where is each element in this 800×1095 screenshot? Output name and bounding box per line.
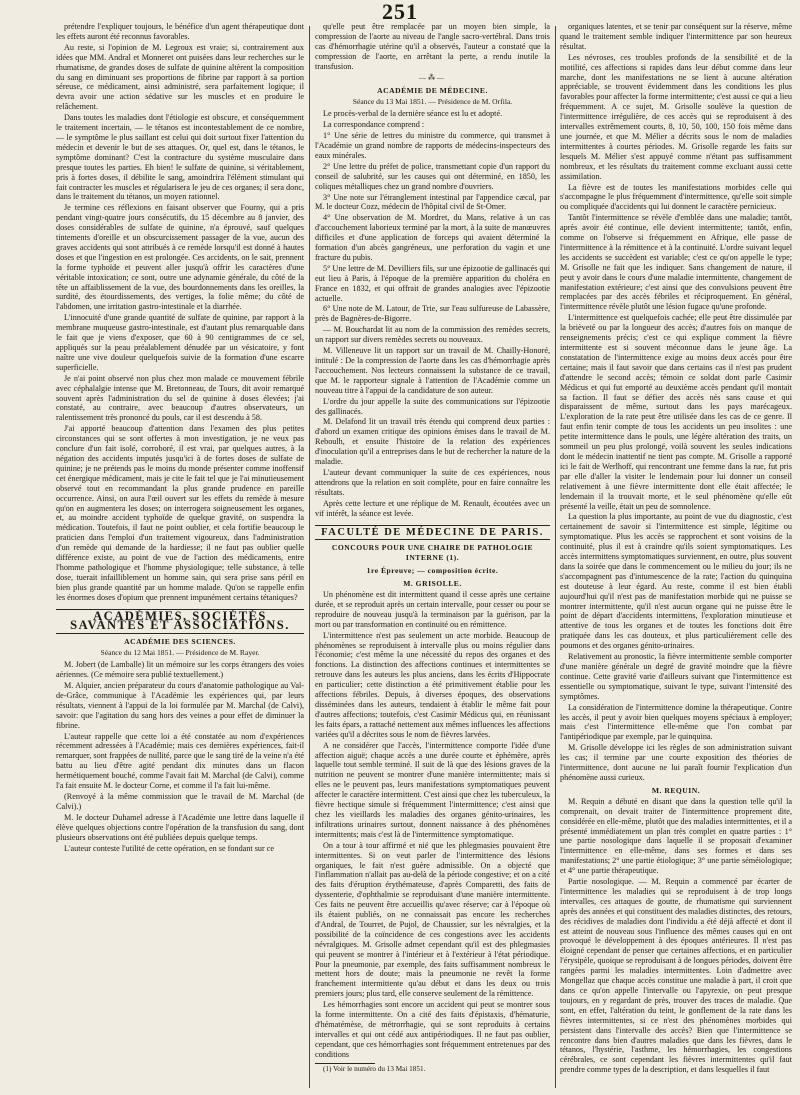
paragraph: M. Requin a débuté en disant que dans la question telle qu'il la comprenait, on devait traiter de l'intermittence proprement dite, considérée en elle-même, plutôt que des maladies intermittentes, et il a présenté immédiatement un plan très complet en quatre parties : 1° une partie nosologique dans laquelle il se proposait d'examiner l'intermittence en elle-même, dans ses formes et dans ses manifestations; 2° une partie étiologique; 3° une partie séméiologique; et 4° une partie thérapeutique. <box>560 796 792 876</box>
paragraph: 2° Une lettre du préfet de police, transmettant copie d'un rapport du conseil de salubrité, sur les causes qui ont déterminé, en 1850, les coliques métalliques chez un grand nombre d'ouvriers. <box>315 161 550 191</box>
subheading: 1re Épreuve; — composition écrite. <box>366 566 499 576</box>
subheading: ACADÉMIE DE MÉDECINE. <box>377 86 488 96</box>
paragraph: 1° Une série de lettres du ministre du commerce, qui transmet à l'Académie un grand nombre de rapports de médecins-inspecteurs des eaux minérales. <box>315 131 550 160</box>
paragraph: 4° Une observation de M. Mordret, du Mans, relative à un cas d'accouchement laborieux terminé par la mort, à la suite de manœuvres difficiles et d'une application de forceps qui avaient déterminé la formation d'un abcès gangréneux, une perforation du vagin et une fracture du pubis. <box>315 213 550 262</box>
paragraph: Au reste, si l'opinion de M. Legroux est vraie; si, contrairement aux idées que MM. Andral et Monneret ont puisées dans leur recherches sur le rhumatisme, de grandes doses de sulfate de quinine altèrent la composition du sang en diminuant ses proportions de fibrine par rapport à sa portion séreuse, ce médicament, ainsi administré, sera parfaitement logique; il devra avoir une action sédative sur les muscles et en produire le relâchement. <box>56 42 304 112</box>
paragraph: (Renvoyé à la même commission que le travail de M. Marchal (de Calvi).) <box>56 791 304 811</box>
paragraph: Je n'ai point observé non plus chez mon malade ce mouvement fébrile avec céphalalgie intense que M. Bretonneau, de Tours, dit avoir remarqué souvent après l'administration du sel de quinine à doses élevées; j'ai constaté, au contraire, avec beaucoup d'autres observateurs, un ralentissement très prononcé du pouls, car il est descendu à 58. <box>56 373 304 423</box>
column-divider <box>555 26 556 1088</box>
paragraph: Les hémorrhagies sont encore un accident qui peut se montrer sous la forme intermittente. On a cité des faits d'épistaxis, d'hématurie, d'hématémèse, de métrorrhagie, qui se sont reproduits à certains intervalles et qui ont cédé aux antipériodiques. Il ne faut pas oublier, cependant, que ces hémorrhagies sont fréquemment entretenues par des conditions <box>315 1000 550 1059</box>
column-left <box>56 22 304 1090</box>
paragraph: La fièvre est de toutes les manifestations morbides celle qui s'accompagne le plus fréquemment d'intermittence, qu'elle soit simple ou compliquée d'accidents qui lui donnent le caractère pernicieux. <box>560 182 792 212</box>
section-title: ACADÉMIES, SOCIÉTÉS SAVANTES ET ASSOCIATIONS. <box>56 609 304 635</box>
paragraph: Partie nosologique. — M. Requin a commencé par écarter de l'intermittence les maladies qui se reproduisent à de trop longs intervalles, ces attaques de goutte, de rhumatisme qui surviennent après des années et qui constituent des maladies distinctes, des retours, des récidives de maladies dont l'individu a été déjà affecté et dont il est atteint de nouveau sous l'influence des mêmes causes qui en ont provoqué le développement à des époques antérieures. Il n'est pas éloigné cependant de penser que certaines affections, et en particulier l'érysipèle, quoique se reproduisant à de longues périodes, doivent être rangées parmi les maladies intermittentes. Loin d'admettre avec Mongellaz que chaque accès constitue une maladie à part, il croit que dans ce qu'on appelle l'intervalle ou l'apyrexie, on peut presque toujours, en y regardant de près, trouver des traces de maladie. Que sont, en effet, l'altération du teint, le gonflement de la rate dans les fièvres intermittentes, si ce n'est des phénomènes morbides qui persistent dans l'intervalle des accès? Bien que l'intermittence se rencontre dans bien d'autres maladies que dans les fièvres, dans le tétanos, l'hystérie, l'asthme, les hémorrhagies, les congestions cérébrales, ce sont cependant les fièvres intermittentes qu'il faut prendre comme types de la description, et dans lesquelles il faut <box>560 877 792 1075</box>
session-info: Séance du 13 Mai 1851. — Présidence de M. Orfila. <box>352 97 513 107</box>
subheading: CONCOURS POUR UNE CHAIRE DE PATHOLOGIE INTERNE (1). <box>331 543 534 563</box>
paragraph: L'ordre du jour appelle la suite des communications sur l'épizootie des gallinacés. <box>315 396 550 416</box>
session-info: Séance du 12 Mai 1851. — Présidence de M. Rayer. <box>100 648 260 658</box>
paragraph: Le procès-verbal de la dernière séance est lu et adopté. <box>323 109 503 119</box>
paragraph: — M. Bouchardat lit au nom de la commission des remèdes secrets, un rapport sur divers remèdes secrets ou nouveaux. <box>315 325 550 345</box>
ornament-divider: —⁂— <box>419 73 446 82</box>
paragraph: La question la plus importante, au point de vue du diagnostic, c'est certainement de savoir si l'intermittence est simple, légitime ou symptomatique. Plus les accès se rapprochent et sont voisins de la continuité, plus il est à craindre qu'ils soient symptomatiques. Les accès intermittens symptomatiques surviennent, en outre, plus souvent dans la soirée que dans le commencement ou le milieu du jour; ils ne s'accompagnent pas d'intumescence de la rate; l'action du quinquina est douteuse à leur égard. Au reste, comme il est bien établi aujourd'hui qu'il n'est pas de manifestation morbide qui ne puisse se montrer intermittente, qu'il n'est aucun organe qui ne puisse être le point de départ d'accidents intermittens, l'exploration minutieuse et attentive de tous les organes et de toutes les fonctions doit être pratiquée dans les cas douteux, et plus particulièrement celle des poumons et des organes génito-urinaires. <box>560 512 792 651</box>
paragraph: 3° Une note sur l'étranglement intestinal par l'appendice cæcal, par M. le docteur Cozz, médecin de l'hôpital civil de St-Omer. <box>315 192 550 212</box>
paragraph: organiques latentes, et se tenir par conséquent sur la réserve, même quand le traitement semble indiquer l'intermittence par son heureux résultat. <box>560 22 792 51</box>
paragraph: Un phénomène est dit intermittent quand il cesse après une certaine durée, et se reproduit après un certain intervalle, pour cesser ou pour se reproduire de nouveau jusqu'à la terminaison par la guérison, par la mort ou par transformation en continuité ou en rémittence. <box>315 590 550 629</box>
paragraph: M. le docteur Duhamel adresse à l'Académie une lettre dans laquelle il élève quelques objections contre l'opération de la transfusion du sang, dont plusieurs observations ont été publiées depuis quelque temps. <box>56 812 304 842</box>
paragraph: A ne considérer que l'accès, l'intermittence comporte l'idée d'une affection aiguë; chaque accès a une durée courte et éphémère, après laquelle tout semble terminé. Il suit de là que des lésions graves de la nutrition ne peuvent se montrer d'une manière intermittente; mais si elles ne le peuvent pas, leurs manifestations symptomatiques peuvent affecter le caractère intermittent. C'est ainsi que chez les tuberculeux, la fièvre hectique simule si fréquemment l'intermittence; c'est ainsi que chez les vieillards les maladies des organes génito-urinaires, les infiltrations urinaires surtout, donnent naissance à des phénomènes intermittents; mais c'est là de l'intermittence symptomatique. <box>315 740 550 839</box>
paragraph: La considération de l'intermittence domine la thérapeutique. Contre les accès, il peut y avoir bien quelques moyens spéciaux à employer; mais c'est l'intermittence elle-même que l'on combat par l'antipériodique par exemple, par le quinquina. <box>560 702 792 742</box>
paragraph: M. Alquier, ancien préparateur du cours d'anatomie pathologique au Val-de-Grâce, communique à l'Académie les expériences qui, par leurs résultats, viennent à l'appui de la loi formulée par M. Marchal (de Calvi), savoir: que l'agitation du sang hors des veines a pour effet de diminuer la fibrine. <box>56 681 304 730</box>
paragraph: prétendre l'expliquer toujours, le bénéfice d'un agent thérapeutique dont les effets auront été reconnus favorables. <box>56 22 304 41</box>
section-title: FACULTÉ DE MÉDECINE DE PARIS. <box>315 525 550 541</box>
paragraph: L'auteur devant communiquer la suite de ces expériences, nous attendrons que la relation en soit complète, pour en faire connaître les résultats. <box>315 467 550 497</box>
paragraph: On a tour à tour affirmé et nié que les phlegmasies pouvaient être intermittentes. Si on veut parler de l'intermittence des lésions organiques, le fait n'est guère admissible. On a objecté que l'inflammation n'allait pas au-delà de la période congestive; et on a cité des faits d'éruption érythémateuse, d'après Comparetti, des faits de dyssenterie, d'ophthalmie se reproduisant d'une manière intermittente. Ces faits ne peuvent être accueillis qu'avec réserve; car à l'époque où ils étaient publiés, on ne connaissait pas encore les recherches d'Andral, de Tourret, de Pujol, de Chaussier, sur les névralgies, et la possibilité de la coïncidence de ces congestions avec les accidents névralgiques. M. Grisolle admet cependant qu'il est des phlegmasies qui peuvent se montrer à l'intérieur et à l'extérieur à l'état périodique. Pour la pneumonie, par exemple, des faits suffisamment nombreux le mettent hors de doute; mais la pneumonie ne revêt la forme franchement intermittente qu'au début et dans les deux ou trois premiers jours; plus tard, elle conserve seulement de la rémittence. <box>315 840 550 999</box>
paragraph: M. Jobert (de Lamballe) lit un mémoire sur les corps étrangers des voies aériennes. (Ce mémoire sera publié textuellement.) <box>56 660 304 680</box>
paragraph: M. Grisolle développe ici les règles de son administration suivant les cas; il termine par une courte exposition des théories de l'intermittence, dont aucune ne lui paraît fournir l'explication d'un phénomène aussi curieux. <box>560 743 792 782</box>
paragraph: Tantôt l'intermittence se révèle d'emblée dans une maladie; tantôt, après avoir été continue, elle devient intermittente; tantôt, enfin, comme on l'observe si fréquemment en Afrique, elle passe de l'intermittence à la rémittence et à la continuité. L'ordre suivant lequel les accidents se succèdent est variable; c'est ce qu'on appelle le type; M. Grisolle ne fait que les indiquer. Sans changement de nature, il peut y avoir dans le cours d'une maladie intermittente, changement de manifestation extérieure; c'est ainsi que des convulsions peuvent être remplacées par des accès fébriles et réciproquement. En général, l'intermittence révèle plutôt une lésion fugace qu'une profonde. <box>560 213 792 312</box>
paragraph: L'intermittence est quelquefois cachée; elle peut être dissimulée par la brièveté ou par la longueur des accès; d'autres fois on manque de renseignements précis; c'est ce qui explique comment la fièvre intermittente est si souvent méconnue dans le jeune âge. La constatation de l'intermittence exige au moins deux accès pour être certaine; mais il faut savoir que dans certains cas il n'est pas prudent d'attendre le second accès; témoin ce soldat dont parle Casimir Médicus et qui fut emporté au deuxième accès pendant qu'il montait sa faction. Il faut se défier des accès nés sans cause et qui disparaissent de même, surtout dans les pays marécageux. L'exploration de la rate peut être utilisée dans les cas de ce genre. Il faut enfin tenir compte de tous les accidents un peu insolites : une petite intermittence dans le pouls, une légère altération des traits, un sommeil un peu plus prolongé, voilà souvent les seules indications dont le médecin inattentif ne tient pas compte. M. Grisolle a rapporté ici le fait de Werlhoff, qui rencontrant une femme dans la rue, fut pris par elle d'aller la visiter le lendemain pour lui donner un conseil relativement à une fièvre intermittente dont elle était affectée; le lendemain il la trouvait morte, et le seul phénomène qu'elle eût présenté la veille, était un peu de somnolence. <box>560 313 792 511</box>
paragraph: L'auteur conteste l'utilité de cette opération, en se fondant sur ce <box>64 843 275 853</box>
paragraph: Dans toutes les maladies dont l'étiologie est obscure, et conséquemment le traitement incertain, — le tétanos est incontestablement de ce nombre, — le symptôme le plus saillant est celui qui doit surtout fixer l'attention du médecin et devenir le but de ses attaques. Or, quel est, dans le tétanos, le symptôme dominant? C'est la contracture du système musculaire dans presque toutes les parties. Eh bien! le sulfate de quinine, si véritablement, pris à fortes doses, il débilite le sang, amoindrira l'élément stimulant qui fait contracter les muscles et régularisera le jeu de ces organes; il sera donc, dans le traitement du tétanos, un moyen rationnel. <box>56 113 304 202</box>
subheading: M. GRISOLLE. <box>403 579 462 589</box>
paragraph: 6° Une note de M. Latour, de Trie, sur l'eau sulfureuse de Labassère, près de Bagnères-de-Bigorre. <box>315 304 550 324</box>
subheading: M. REQUIN. <box>651 785 701 795</box>
paragraph: L'innocuité d'une grande quantité de sulfate de quinine, par rapport à la membrane muqueuse gastro-intestinale, est d'autant plus remarquable dans le fait que je viens d'exposer, que 60 à 90 centigrammes de ce sel, appliqués sur la peau préalablement dénudée par un vésicatoire, y font naître une vive douleur quelquefois suivie de la formation d'une escarre superficielle. <box>56 313 304 372</box>
footnote: (1) Voir le numéro du 13 Mai 1851. <box>323 1064 426 1073</box>
paragraph: M. Villeneuve lit un rapport sur un travail de M. Chailly-Honoré, intitulé : De la compression de l'aorte dans les cas d'hémorrhagie après l'accouchement. Nos lecteurs connaissent la substance de ce travail, que M. le rapporteur signale à l'attention de l'Académie comme un nouveau titre à l'appui de la candidature de son auteur. <box>315 346 550 395</box>
column-divider <box>309 26 310 1088</box>
paragraph: Après cette lecture et une réplique de M. Renault, écoutées avec un vif intérêt, la séance est levée. <box>315 498 550 518</box>
column-right <box>560 22 792 1090</box>
page-number: 251 <box>382 0 418 24</box>
paragraph: L'auteur rappelle que cette loi a été constatée au nom d'expériences récemment adressées à l'Académie; mais ces dernières expériences, fait-il remarquer, sont frappées de nullité, parce que le sang tiré de la veine n'a été battu au lieu d'être agité pendant dix minutes dans un flacon hermétiquement bouché, comme l'avait fait M. Marchal (de Calvi), comme l'a fait ensuite M. le docteur Corne, et comme il l'a fait lui-même. <box>56 731 304 791</box>
paragraph: M. Delafond lit un travail très étendu qui comprend deux parties : d'abord un examen critique des opinions émises dans le travail de M. Reboulh, et ensuite l'histoire de la relation des expériences d'inoculation qu'il a entreprises dans le but de rechercher la nature de la maladie. <box>315 417 550 467</box>
paragraph: La correspondance comprend : <box>323 120 425 130</box>
footnote-rule <box>315 1063 375 1064</box>
column-middle <box>315 22 550 1090</box>
subheading: ACADÉMIE DES SCIENCES. <box>124 637 236 647</box>
paragraph: Les névroses, ces troubles profonds de la sensibilité et de la motilité, ces affections si rapides dans leur début comme dans leur marche, dont les manifestations ne se lient à aucune altération appréciable, se trouvent évidemment dans les conditions les plus favorables pour affecter la forme intermittente; c'est aussi ce qui a lieu fréquemment. A ce sujet, M. Grisolle soulève la question de l'intermittence irrégulière, de ces accès qui se reproduisent à des intervalles extrêmement courts, 8, 10, 50, 100, 150 fois même dans une journée, et que M. Mélier a décrits sous le nom de maladies intermittentes à courtes périodes. M. Grisolle regarde les faits sur lesquels M. Mélier s'est appuyé comme n'étant pas suffisamment nombreux, et les résultats du traitement comme excluant aussi cette assimilation. <box>560 52 792 181</box>
paragraph: J'ai apporté beaucoup d'attention dans l'examen des plus petites circonstances qui se sont offertes à mon investigation, je ne veux pas conclure d'un fait isolé, corroboré, il est vrai, par quelques autres, à la négation des accidents imputés jusqu'ici à de fortes doses de sulfate de quinine; je ne prétends pas le moins du monde présenter comme inoffensif cet énergique médicament, mais je cite le fait tel que je l'ai minutieusement observé tout en recommandant la plus grande prudence en pareille occurrence. Ainsi, on aura l'œil ouvert sur les effets du remède à mesure qu'on en augmentera les doses; on interrogera soigneusement les organes, et, au moindre accident typhoïde de quelque gravité, on suspendra la médication. Toutefois, il faut ne point oublier, et cela fortifie beaucoup le praticien dans l'emploi d'un traitement vigoureux, dans l'administration d'un remède qui demande de la hardiesse; il ne faut pas oublier quelle différence existe, au point de vue de l'action des médicaments, entre l'homme pathologique et l'homme physiologique; telle substance, à telle dose, tuerait infailliblement un homme sain, qui sera prise sans péril en bien plus grande quantité par un homme malade. Qu'on se rappelle enfin les énormes doses d'opium que prennent impunément certains tétaniques? <box>56 424 304 602</box>
paragraph: Je termine ces réflexions en faisant observer que Fourny, qui a pris pendant vingt-quatre jours consécutifs, du 15 décembre au 8 janvier, des doses considérables de sulfate de quinine, n'a éprouvé, sauf quelques tintements d'oreille et un obscurcissement passager de la vue, aucun des graves accidents qui sont attribués à ce remède lorsqu'il est donné à hautes doses et que l'ingestion en est prolongée. Ces accidents, on le sait, prennent la forme typhoïde et peuvent aller jusqu'à offrir les caractères d'une véritable intoxication; ce sont, outre une adynamie générale, du côté de la tête un affaiblissement de la vue, des bourdonnements dans les oreilles, la surdité, des étourdissements, des vertiges, la folie même; du côté de l'abdomen, une irritation gastro-intestinale et la diarrhée. <box>56 203 304 312</box>
paragraph: 5° Une lettre de M. Devilliers fils, sur une épizootie de gallinacés qui eut lieu à Paris, à l'époque de la première apparition du choléra en France en 1832, et qui offrait de grandes analogies avec l'épizootie actuelle. <box>315 263 550 303</box>
paragraph: L'intermittence n'est pas seulement un acte morbide. Beaucoup de phénomènes se reproduisent à intervalle plus ou moins régulier dans l'économie; c'est même la une nécessité du repos des organes et des fonctions. La distinction des affections continues et intermittentes se retrouve dans les auteurs les plus anciens, dans les écrits d'Hippocrate en particulier; cette distinction a été primitivement établie pour les affections fébriles. Depuis, à diverses époques, des observations disséminées dans les auteurs, tendaient à établir le même fait pour d'autres affections; toutefois, c'est Casimir Médicus qui, en réunissant les faits épars, a rattaché nettement aux mêmes influences les affections variées qu'il a décrites sous le nom de fièvres larvées. <box>315 630 550 739</box>
paragraph: Relativement au pronostic, la fièvre intermittente semble comporter d'une manière générale un degré de gravité moindre que la fièvre continue. Cette gravité varie d'ailleurs suivant que l'intermittence est essentielle ou symptomatique, suivant le type, suivant l'intensité des symptômes. <box>560 652 792 701</box>
paragraph: qu'elle peut être remplacée par un moyen bien simple, la compression de l'aorte au niveau de l'angle sacro-vertébral. Dans trois cas d'hémorrhagie utérine qu'il a observés, l'auteur a constaté que la compression de l'aorte, en arrêtant la perte, a rendu inutile la transfusion. <box>315 22 550 71</box>
